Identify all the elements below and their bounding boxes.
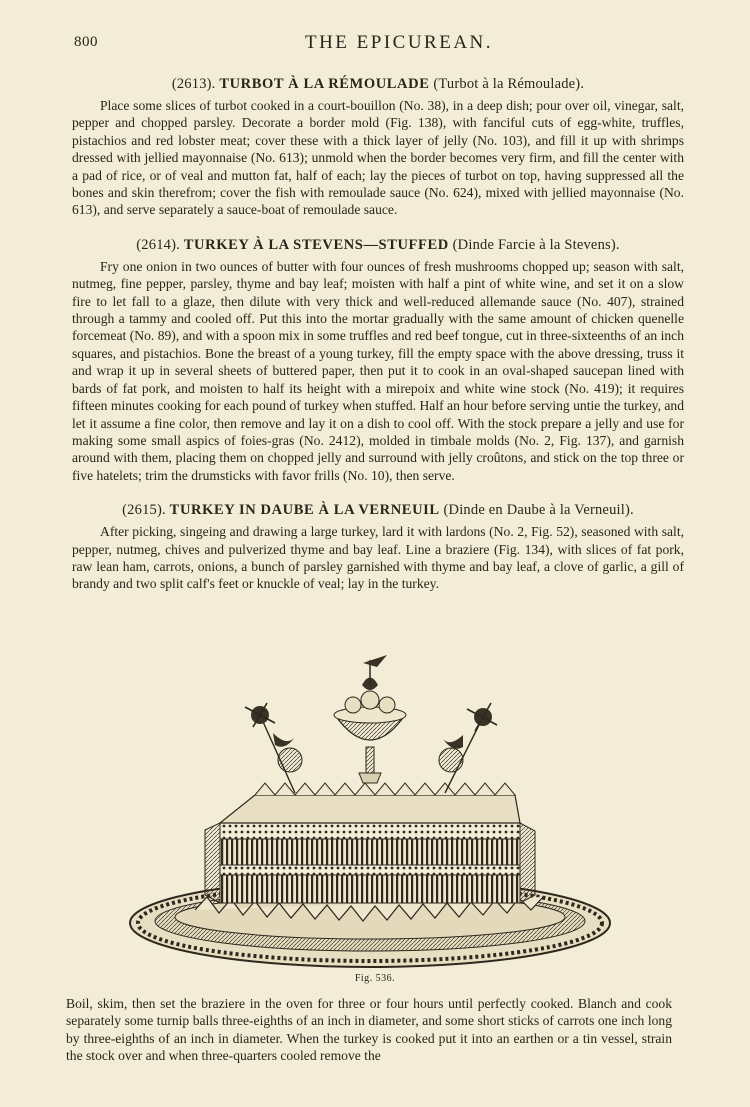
recipe-2614 — [72, 237, 684, 484]
continuation-text: Boil, skim, then set the braziere in the oven for three or four hours until perfectly cooked. Blanch and cook separately some turnip balls three-eighths of an inch in diameter, and some short sticks of carrots one inch long by three-eighths of an inch in diameter. When the turkey is cooked put it into an earthen or a tin vessel, strain the stock over and when three-quarters cooled remove the — [66, 996, 672, 1064]
recipe-title: TURBOT À LA RÉMOULADE — [219, 76, 430, 92]
recipe-french-title: (Dinde Farcie à la Stevens). — [452, 236, 620, 253]
centerpiece-vase — [334, 655, 406, 783]
recipe-heading — [72, 502, 684, 519]
recipe-french-title: (Turbot à la Rémoulade). — [433, 76, 585, 92]
hatelet-right — [439, 703, 497, 793]
figure-caption: Fig. 536. — [354, 973, 396, 984]
page-number: 800 — [74, 34, 98, 50]
page-header — [74, 32, 684, 56]
continuation-section — [66, 995, 672, 1065]
recipe-text: Fry one onion in two ounces of butter with four ounces of fresh mushrooms chopped up; season with salt, nutmeg, fine pepper, parsley, thyme and bay leaf; moisten with half a pint of white wine, and set it on a slow fire to let fall to a glaze, then dilute with very thick and well-reduced allemande sauce (No. 407), strained through a tammy and cooled off. Put this into the mortar gradually with the same amount of chicken quenelle forcemeat (No. 89), and with a spoon mix in some truffles and red beef tongue, cut in three-sixteenths of an inch squares, and pistachios. Bone the breast of a young turkey, fill the empty space with the above dressing, truss it and wrap it up in several sheets of buttered paper, then put it to cook in an oval-shaped saucepan lined with bards of fat pork, and moisten to half its height with a mirepoix and white wine stock (No. 419); it requires fifteen minutes cooking for each pound of turkey when stuffed. Half an hour before serving untie the turkey, and let it assume a fine color, then remove and lay it on a dish to cool off. With the stock prepare a jelly and use for making some small aspics of foies-gras (No. 2412), molded in timbale molds (No. 2, Fig. 137), and garnish around with them, placing them on chopped jelly and surround with jelly croûtons, and stick on the top three or five hatelets; trim the drumsticks with favor frills (No. 10), then serve. — [72, 258, 684, 483]
recipe-number: (2615). — [122, 502, 166, 519]
recipe-title: TURKEY À LA STEVENS—STUFFED — [183, 236, 449, 253]
running-title: THE EPICUREAN. — [304, 32, 494, 53]
recipe-number: (2614). — [136, 236, 180, 253]
recipe-2613 — [72, 76, 684, 219]
engraving-turkey-in-daube — [125, 655, 615, 973]
recipe-title: TURKEY IN DAUBE À LA VERNEUIL — [169, 502, 440, 519]
recipe-text: Place some slices of turbot cooked in a court-bouillon (No. 38), in a deep dish; pour over oil, vinegar, salt, pepper and chopped parsley. Decorate a border mold (Fig. 138), with fanciful cuts of egg-white, truffles, pistachios and red lobster meat; cover these with a thick layer of jelly (No. 103), and fill it up with shrimps dressed with jellied mayonnaise (No. 613); unmold when the border becomes very firm, and fill the center with a pad of rice, or of veal and mutton fat, half of each; lay the pieces of turbot on top, having suppressed all the bones and skin therefrom; cover the fish with remoulade sauce (No. 624), mixed with jellied mayonnaise (No. 613), and serve separately a sauce-boat of remoulade sauce. — [72, 98, 684, 218]
recipe-heading — [72, 76, 684, 93]
recipe-text: After picking, singeing and drawing a large turkey, lard it with lardons (No. 2, Fig. 52), seasoned with salt, pepper, nutmeg, chives and pulverized thyme and bay leaf. Line a braziere (Fig. 134), with slices of fat pork, raw lean ham, carrots, onions, a bunch of parsley garnished with thyme and bay leaf, a clove of garlic, a gill of brandy and two split calf's feet or knuckle of veal; lay in the turkey. — [72, 524, 684, 592]
recipe-2615 — [72, 502, 684, 593]
recipes-section — [72, 76, 684, 611]
hatelet-left — [245, 703, 302, 793]
aspic-block — [205, 783, 535, 903]
recipe-number: (2613). — [171, 76, 216, 92]
recipe-french-title: (Dinde en Daube à la Verneuil). — [443, 502, 634, 519]
recipe-heading — [72, 237, 684, 254]
